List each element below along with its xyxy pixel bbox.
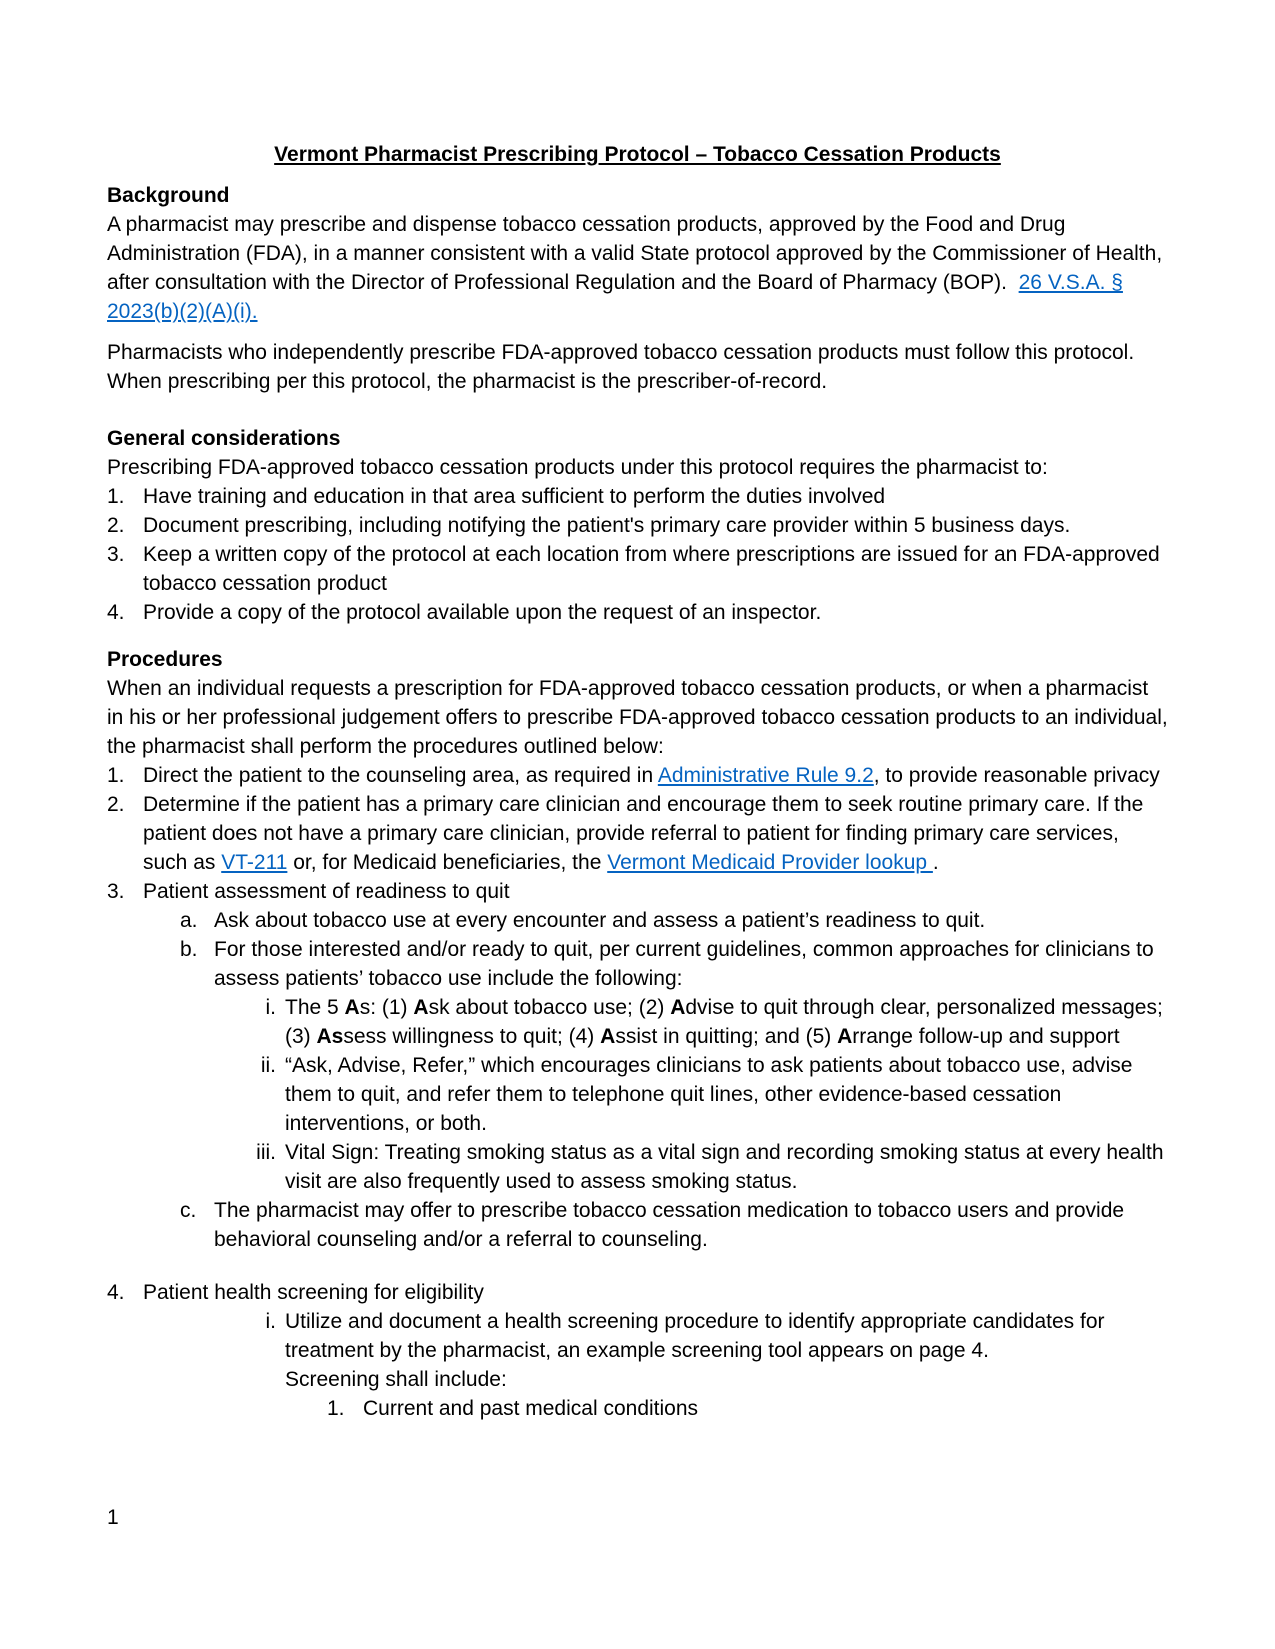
procedures-heading: Procedures (107, 648, 223, 671)
list-marker: 1. (107, 764, 125, 787)
vt211-link[interactable]: VT-211 (221, 851, 288, 874)
list-text (143, 790, 1168, 877)
general-item-3 (107, 540, 1168, 598)
list-marker: iii. (256, 1141, 276, 1164)
list-marker: 1. (107, 485, 125, 508)
list-text: Vital Sign: Treating smoking status as a vital sign and recording smoking status at every health visit are also frequently used to assess smoking status. (285, 1141, 1164, 1193)
list-marker: a. (180, 909, 198, 932)
item-3-sub-a (180, 906, 1168, 935)
text-run: A (670, 996, 686, 1019)
administrative-rule-link[interactable]: Administrative Rule 9.2 (657, 764, 874, 787)
protocol-paragraph: Pharmacists who independently prescribe FDA-approved tobacco cessation products must follow this protocol. When prescribing per this protocol, the pharmacist is the prescriber-of-record. (107, 341, 1135, 393)
text-run: Utilize and document a health screening procedure to identify appropriate candidates for treatment by the pharmacist, an example screening tool appears on page 4. (285, 1310, 1105, 1362)
item-3-sub-c (180, 1196, 1168, 1254)
list-marker: c. (180, 1199, 197, 1222)
general-list (107, 482, 1168, 627)
item-3-sub-b-iii (242, 1138, 1168, 1196)
list-text: Provide a copy of the protocol available upon the request of an inspector. (143, 601, 822, 624)
list-text: Have training and education in that area sufficient to perform the duties involved (143, 485, 886, 508)
general-item-1 (107, 482, 1168, 511)
list-marker: 4. (107, 601, 125, 624)
text-run: s: (1) (359, 996, 414, 1019)
list-text: The pharmacist may offer to prescribe tobacco cessation medication to tobacco users and provide behavioral counseling and/or a referral to counseling. (214, 1199, 1125, 1251)
list-text: Patient health screening for eligibility (143, 1281, 484, 1304)
text-run: The 5 (285, 996, 345, 1019)
list-marker: b. (180, 938, 198, 961)
list-text: Keep a written copy of the protocol at each location from where prescriptions are issued for an FDA-approved tobacco cessation product (143, 543, 1160, 595)
list-text: Current and past medical conditions (363, 1397, 699, 1420)
medicaid-lookup-link[interactable]: Vermont Medicaid Provider lookup (607, 851, 933, 874)
list-marker: 4. (107, 1281, 125, 1304)
text-run: dvise to quit through clear, personalized messages; (3) (285, 996, 1163, 1048)
list-marker: 1. (327, 1397, 345, 1420)
text-run: A pharmacist may prescribe and dispense tobacco cessation products, approved by the Food and Drug Administration (FDA), in a manner consistent with a valid State protocol approved by the Commissioner of Health, after consultation with the Director of Professional Regulation and the Board of Pharmacy (BOP). (107, 213, 1163, 294)
procedures-list (107, 761, 1168, 1423)
text-run: A (600, 1025, 616, 1048)
list-marker: 2. (107, 793, 125, 816)
text-run: A (413, 996, 429, 1019)
procedures-item-4 (107, 1278, 1168, 1307)
text-run: A (344, 996, 360, 1019)
item-3-sub-b-ii (242, 1051, 1168, 1138)
text-run: Determine if the patient has a primary care clinician and encourage them to seek routine primary care. If the patient does not have a primary care clinician, provide referral to patient for finding primary care services, such as (143, 793, 1144, 874)
statute-link[interactable]: 26 V.S.A. § 2023(b)(2)(A)(i). (107, 271, 1123, 323)
general-item-2 (107, 511, 1168, 540)
text-run: ssist in quitting; and (5) (615, 1025, 838, 1048)
five-as-text (285, 993, 1168, 1051)
list-text: “Ask, Advise, Refer,” which encourages clinicians to ask patients about tobacco use, advise them to quit, and refer them to telephone quit lines, other evidence-based cessation interventions, or both. (285, 1054, 1133, 1135)
list-marker: ii. (260, 1054, 276, 1077)
document-title: Vermont Pharmacist Prescribing Protocol – Tobacco Cessation Products (274, 143, 1001, 166)
text-run: Screening shall include: (285, 1368, 507, 1391)
procedures-item-1 (107, 761, 1168, 790)
background-heading: Background (107, 184, 230, 207)
text-run: . (932, 851, 939, 874)
general-item-4 (107, 598, 1168, 627)
item-4-sub-i (242, 1307, 1168, 1394)
list-text (285, 1307, 1168, 1394)
procedures-item-2 (107, 790, 1168, 877)
page-number: 1 (107, 1506, 119, 1529)
text-run: sess willingness to quit; (4) (343, 1025, 601, 1048)
item-3-sub-b (180, 935, 1168, 993)
item-3-sub-b-i (242, 993, 1168, 1051)
general-considerations-heading: General considerations (107, 427, 341, 450)
procedures-intro: When an individual requests a prescription for FDA-approved tobacco cessation products, or when a pharmacist in his or her professional judgement offers to prescribe FDA-approved tobacco cessation products to an individual, the pharmacist shall perform the procedures outlined below: (107, 677, 1168, 758)
list-marker: i. (265, 1310, 276, 1333)
list-text: Document prescribing, including notifying the patient's primary care provider within 5 business days. (143, 514, 1071, 537)
text-run: sk about tobacco use; (2) (428, 996, 671, 1019)
text-run: As (316, 1025, 344, 1048)
list-text: Ask about tobacco use at every encounter and assess a patient’s readiness to quit. (214, 909, 986, 932)
list-marker: 3. (107, 880, 125, 903)
text-run: or, for Medicaid beneficiaries, the (287, 851, 608, 874)
item-4-sub-i-1 (327, 1394, 1168, 1423)
text-run: Direct the patient to the counseling area, as required in (143, 764, 658, 787)
list-text: For those interested and/or ready to quit, per current guidelines, common approaches for clinicians to assess patients’ tobacco use include the following: (214, 938, 1154, 990)
text-run: , to provide reasonable privacy (873, 764, 1160, 787)
general-intro: Prescribing FDA-approved tobacco cessation products under this protocol requires the pharmacist to: (107, 456, 1048, 479)
list-text: Patient assessment of readiness to quit (143, 880, 510, 903)
text-run: rrange follow-up and support (852, 1025, 1120, 1048)
procedures-item-3 (107, 877, 1168, 906)
list-marker: i. (265, 996, 276, 1019)
list-marker: 3. (107, 543, 125, 566)
list-text (143, 761, 1168, 790)
background-paragraph (107, 210, 1168, 326)
text-run: A (837, 1025, 853, 1048)
list-marker: 2. (107, 514, 125, 537)
